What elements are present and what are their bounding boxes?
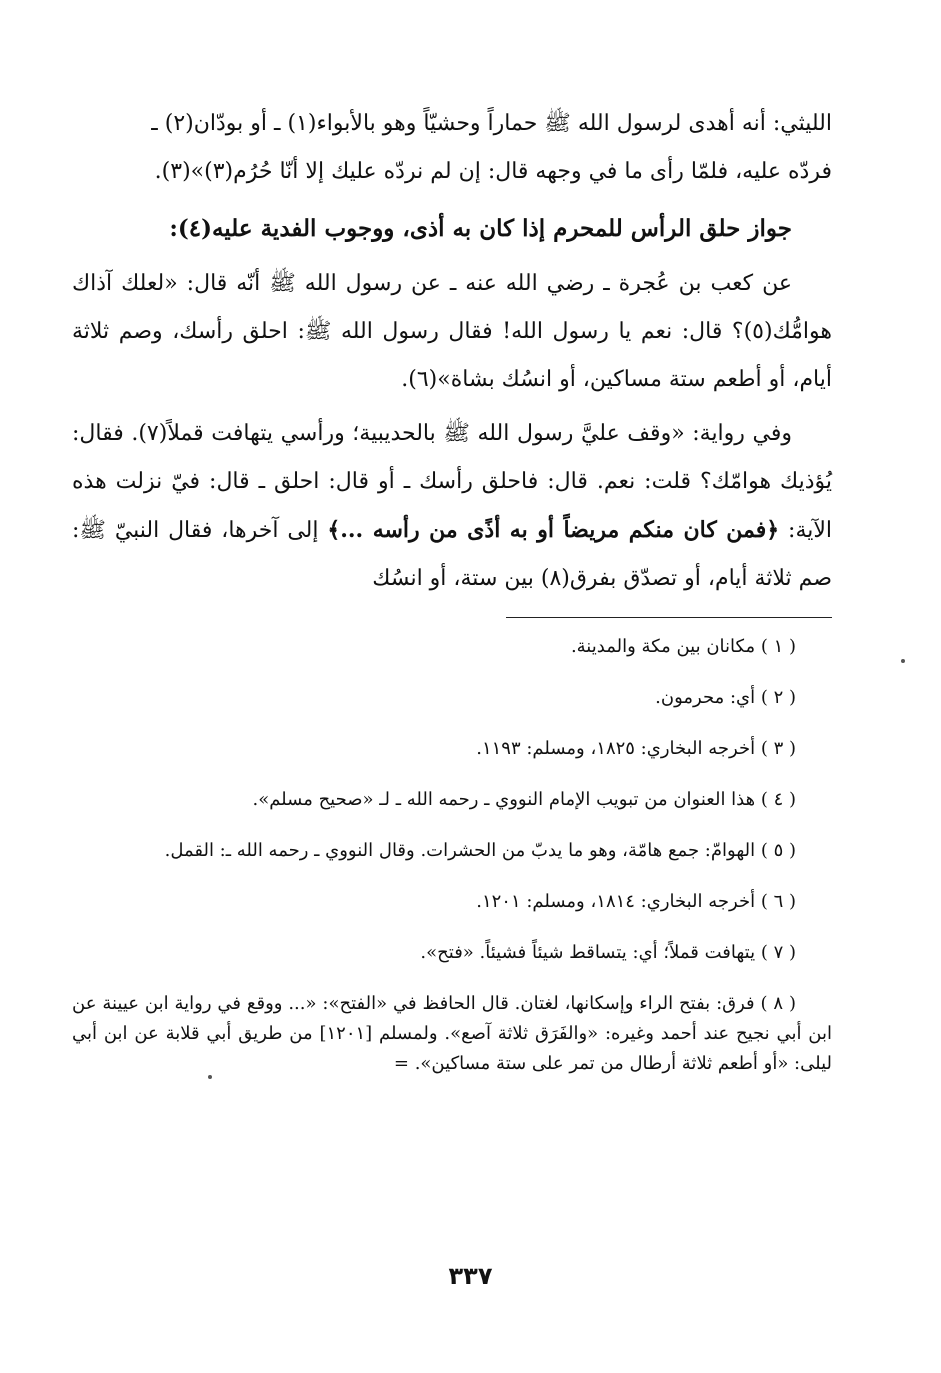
margin-dot [208, 1075, 212, 1079]
main-text [72, 100, 832, 603]
footnote-8: ( ٨ ) فرق: بفتح الراء وإسكانها، لغتان. قال الحافظ في «الفتح»: «... ووقع في رواية ابن عيينة عن ابن أبي نجيح عند أحمد وغيره: «والفَرَق ثلاثة آصع». ولمسلم [١٢٠١] من طريق أبي قلابة عن ابن أبي ليلى: «أو أطعم ثلاثة أرطال من تمر على ستة مساكين». = [72, 993, 832, 1074]
footnote-2: ( ٢ ) أي: محرمون. [655, 687, 796, 708]
margin-dot [901, 659, 905, 663]
paragraph-1-line-1: الليثي: أنه أهدى لرسول الله ﷺ حماراً وحشيّاً وهو بالأبواء(١) ـ أو بودّان(٢) ـ [151, 111, 832, 136]
footnote-5: ( ٥ ) الهوامّ: جمع هامّة، وهو ما يدبّ من الحشرات. وقال النووي ـ رحمه الله ـ: القمل. [164, 840, 796, 861]
footnotes [72, 632, 832, 1079]
page-number: ٣٣٧ [448, 1262, 493, 1290]
footnote-7: ( ٧ ) يتهافت قملاً؛ أي: يتساقط شيئاً فشيئاً. «فتح». [420, 942, 796, 963]
footnote-3: ( ٣ ) أخرجه البخاري: ١٨٢٥، ومسلم: ١١٩٣. [476, 738, 796, 759]
paragraph-1-line-2: فردّه عليه، فلمّا رأى ما في وجهه قال: إن لم نردّه عليك إلا أنّا حُرُم(٣)»(٣). [154, 159, 832, 184]
footnote-divider [506, 617, 832, 618]
footnote-4: ( ٤ ) هذا العنوان من تبويب الإمام النووي ـ رحمه الله ـ لـ «صحيح مسلم». [252, 789, 796, 810]
paragraph-3-text-b: إلى آخرها، فقال النبيّ ﷺ: صم ثلاثة أيام، أو تصدّق بفرق(٨) بين ستة، أو انسُك [72, 518, 832, 591]
footnote-6: ( ٦ ) أخرجه البخاري: ١٨١٤، ومسلم: ١٢٠١. [476, 891, 796, 912]
page-body [72, 100, 832, 1100]
footnote-1: ( ١ ) مكانان بين مكة والمدينة. [570, 636, 796, 657]
paragraph-3 [72, 410, 832, 603]
paragraph-3-text-a: وفي رواية: «وقف عليَّ رسول الله ﷺ بالحديبية؛ ورأسي يتهافت قملاً(٧). فقال: يُؤذيك هوامّك؟ قلت: نعم. قال: فاحلق رأسك ـ أو قال: احلق ـ قال: فيّ نزلت هذه الآية: [72, 421, 833, 543]
paragraph-2: عن كعب بن عُجرة ـ رضي الله عنه ـ عن رسول الله ﷺ أنّه قال: «لعلك آذاك هوامُّك(٥)؟ قال: نعم يا رسول الله! فقال رسول الله ﷺ: احلق رأسك، وصم ثلاثة أيام، أو أطعم ستة مساكين، أو انسُك بشاة»(٦). [72, 271, 832, 392]
quran-verse: ﴿فمن كان منكم مريضاً أو به أذًى من رأسه ...﴾ [327, 517, 780, 543]
section-heading: جواز حلق الرأس للمحرم إذا كان به أذى، ووجوب الفدية عليه(٤): [169, 215, 792, 242]
